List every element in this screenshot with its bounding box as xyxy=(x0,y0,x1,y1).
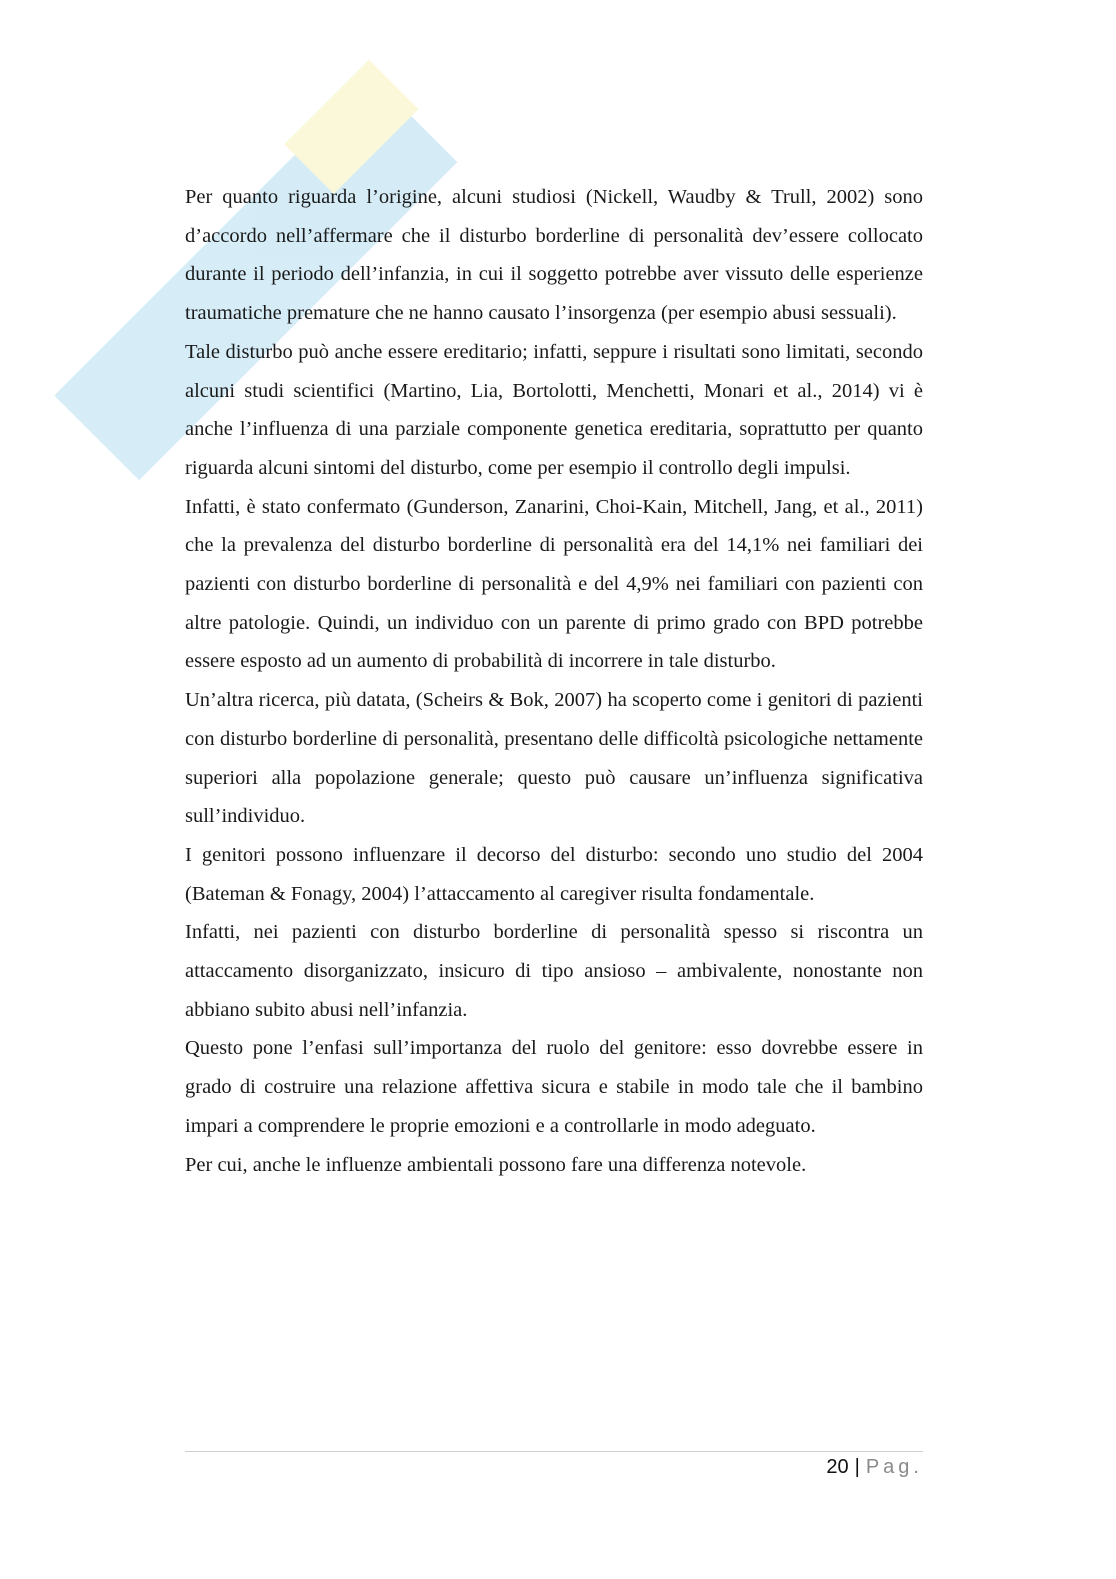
paragraph-environment: Per cui, anche le influenze ambientali possono fare una differenza notevole. xyxy=(185,1153,807,1176)
footer-divider xyxy=(185,1451,923,1452)
page-footer xyxy=(826,1453,923,1481)
paragraph-parents-study: Un’altra ricerca, più datata, (Scheirs & Bok, 2007) ha scoperto come i genitori di pazienti con disturbo borderline di personalità, presentano delle difficoltà psicologiche nettamente superiori alla popolazione generale; questo può causare un’influenza significativa sull’individuo. xyxy=(185,689,923,828)
footer-separator: | xyxy=(854,1456,860,1478)
paragraph-origin: Per quanto riguarda l’origine, alcuni studiosi (Nickell, Waudby & Trull, 2002) sono d’accordo nell’affermare che il disturbo borderline di personalità dev’essere collocato durante il periodo dell’infanzia, in cui il soggetto potrebbe aver vissuto delle esperienze traumatiche premature che ne hanno causato l’insorgenza (per esempio abusi sessuali). xyxy=(185,186,923,325)
paragraph-prevalence: Infatti, è stato confermato (Gunderson, Zanarini, Choi-Kain, Mitchell, Jang, et al., 2011) che la prevalenza del disturbo borderline di personalità era del 14,1% nei familiari dei pazienti con disturbo borderline di personalità e del 4,9% nei familiari con pazienti con altre patologie. Quindi, un individuo con un parente di primo grado con BPD potrebbe essere esposto ad un aumento di probabilità di incorrere in tale disturbo. xyxy=(185,495,923,673)
page-label: Pag. xyxy=(865,1456,923,1478)
paragraph-parent-role: Questo pone l’enfasi sull’importanza del ruolo del genitore: esso dovrebbe essere in grado di costruire una relazione affettiva sicura e stabile in modo tale che il bambino impari a comprendere le proprie emozioni e a controllarle in modo adeguato. xyxy=(185,1037,923,1137)
watermark-accent xyxy=(284,60,418,194)
paragraph-attachment: I genitori possono influenzare il decorso del disturbo: secondo uno studio del 2004 (Bateman & Fonagy, 2004) l’attaccamento al caregiver risulta fondamentale. xyxy=(185,843,923,905)
page-number: 20 xyxy=(826,1456,849,1478)
document-body xyxy=(185,178,923,1184)
paragraph-disorganized-attachment: Infatti, nei pazienti con disturbo borderline di personalità spesso si riscontra un attaccamento disorganizzato, insicuro di tipo ansioso – ambivalente, nonostante non abbiano subito abusi nell’infanzia. xyxy=(185,921,923,1021)
paragraph-heredity: Tale disturbo può anche essere ereditario; infatti, seppure i risultati sono limitati, secondo alcuni studi scientifici (Martino, Lia, Bortolotti, Menchetti, Monari et al., 2014) vi è anche l’influenza di una parziale componente genetica ereditaria, soprattutto per quanto riguarda alcuni sintomi del disturbo, come per esempio il controllo degli impulsi. xyxy=(185,340,923,479)
